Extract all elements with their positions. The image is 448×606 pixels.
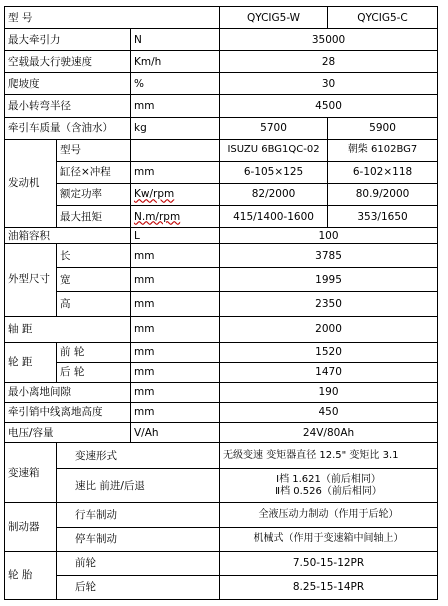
row-pin-height xyxy=(5,402,438,422)
row-label: 行车制动 xyxy=(57,503,220,527)
row-value: 100 xyxy=(220,228,438,244)
brake-group-label: 制动器 xyxy=(5,503,57,551)
row-value: 28 xyxy=(220,51,438,73)
row-label: 后轮 xyxy=(57,575,220,599)
row-label: 额定功率 xyxy=(57,183,131,205)
row-unit: mm xyxy=(131,268,220,292)
row-unit: kg xyxy=(131,117,220,139)
row-track-rear xyxy=(5,362,438,382)
row-value-w: 5700 xyxy=(220,117,328,139)
row-gearbox-ratio xyxy=(5,469,438,503)
row-label: 最大牵引力 xyxy=(5,29,131,51)
row-clearance xyxy=(5,382,438,402)
row-label: 最小离地间隙 xyxy=(5,382,131,402)
row-label: 电压/容量 xyxy=(5,423,131,443)
row-brake-parking xyxy=(5,527,438,551)
row-label: 空载最大行驶速度 xyxy=(5,51,131,73)
row-label: 变速形式 xyxy=(57,443,220,469)
row-unit: N xyxy=(131,29,220,51)
row-unit: mm xyxy=(131,316,220,342)
engine-group-label: 发动机 xyxy=(5,139,57,227)
row-width xyxy=(5,268,438,292)
model-c-header: QYCIG5-C xyxy=(328,7,438,29)
row-unit: mm xyxy=(131,382,220,402)
row-label: 牵引销中线离地高度 xyxy=(5,402,131,422)
row-label: 牵引车质量（含油水） xyxy=(5,117,131,139)
row-value: 1470 xyxy=(220,362,438,382)
tyre-group-label: 轮 胎 xyxy=(5,551,57,599)
row-unit: % xyxy=(131,73,220,95)
row-unit: mm xyxy=(131,161,220,183)
row-value: 1995 xyxy=(220,268,438,292)
row-label: 最小转弯半径 xyxy=(5,95,131,117)
row-value: 190 xyxy=(220,382,438,402)
dims-group-label: 外型尺寸 xyxy=(5,244,57,316)
row-value-c: 6-102×118 xyxy=(328,161,438,183)
row-tyre-rear xyxy=(5,575,438,599)
row-unit: mm xyxy=(131,362,220,382)
row-tyre-front xyxy=(5,551,438,575)
row-turning-radius xyxy=(5,95,438,117)
row-value-c: 5900 xyxy=(328,117,438,139)
row-label: 爬坡度 xyxy=(5,73,131,95)
row-value-w: ISUZU 6BG1QC-02 xyxy=(220,139,328,161)
row-mass xyxy=(5,117,438,139)
row-label: 最大扭矩 xyxy=(57,205,131,227)
row-unit: mm xyxy=(131,402,220,422)
gearbox-group-label: 变速箱 xyxy=(5,443,57,503)
row-unit: mm xyxy=(131,292,220,316)
row-max-traction xyxy=(5,29,438,51)
row-max-speed xyxy=(5,51,438,73)
row-label: 停车制动 xyxy=(57,527,220,551)
row-value-w: 82/2000 xyxy=(220,183,328,205)
row-value-w: 6-105×125 xyxy=(220,161,328,183)
row-value: 35000 xyxy=(220,29,438,51)
row-battery xyxy=(5,423,438,443)
row-label: 前轮 xyxy=(57,551,220,575)
row-engine-bore xyxy=(5,161,438,183)
row-unit: mm xyxy=(131,244,220,268)
row-unit: mm xyxy=(131,342,220,362)
row-label: 速比 前进/后退 xyxy=(57,469,220,503)
ratio-line-1: Ⅰ档 1.621（前后相同） xyxy=(276,473,381,485)
row-engine-model xyxy=(5,139,438,161)
row-value: 7.50-15-12PR xyxy=(220,551,438,575)
row-label: 后 轮 xyxy=(57,362,131,382)
row-value: 无级变速 变矩器直径 12.5" 变矩比 3.1 xyxy=(220,443,438,469)
row-value-c: 朝柴 6102BG7 xyxy=(328,139,438,161)
row-value: 8.25-15-14PR xyxy=(220,575,438,599)
row-unit: Km/h xyxy=(131,51,220,73)
row-value-c: 80.9/2000 xyxy=(328,183,438,205)
row-unit: V/Ah xyxy=(131,423,220,443)
row-value: 1520 xyxy=(220,342,438,362)
track-group-label: 轮 距 xyxy=(5,342,57,382)
model-header-label: 型 号 xyxy=(5,7,220,29)
header-row xyxy=(5,7,438,29)
row-unit: mm xyxy=(131,95,220,117)
row-label: 高 xyxy=(57,292,131,316)
row-value: 4500 xyxy=(220,95,438,117)
row-track-front xyxy=(5,342,438,362)
row-value: 2350 xyxy=(220,292,438,316)
row-value-w: 415/1400-1600 xyxy=(220,205,328,227)
row-value: 30 xyxy=(220,73,438,95)
row-engine-power xyxy=(5,183,438,205)
row-engine-torque xyxy=(5,205,438,227)
row-wheelbase xyxy=(5,316,438,342)
row-label: 型号 xyxy=(57,139,131,161)
row-value: 2000 xyxy=(220,316,438,342)
row-unit-empty xyxy=(131,139,220,161)
row-label: 宽 xyxy=(57,268,131,292)
row-length xyxy=(5,244,438,268)
row-height xyxy=(5,292,438,316)
row-value xyxy=(220,469,438,503)
ratio-line-2: Ⅱ档 0.526（前后相同） xyxy=(275,485,382,497)
row-label: 长 xyxy=(57,244,131,268)
spec-table xyxy=(4,6,438,600)
row-value: 450 xyxy=(220,402,438,422)
row-label: 缸径×冲程 xyxy=(57,161,131,183)
row-unit: L xyxy=(131,228,220,244)
row-brake-service xyxy=(5,503,438,527)
row-value: 3785 xyxy=(220,244,438,268)
row-grade xyxy=(5,73,438,95)
row-label: 油箱容积 xyxy=(5,228,131,244)
row-gearbox-type xyxy=(5,443,438,469)
row-label: 前 轮 xyxy=(57,342,131,362)
model-w-header: QYCIG5-W xyxy=(220,7,328,29)
row-label: 轴 距 xyxy=(5,316,131,342)
row-tank xyxy=(5,228,438,244)
row-value: 24V/80Ah xyxy=(220,423,438,443)
row-value-c: 353/1650 xyxy=(328,205,438,227)
row-unit: N.m/rpm xyxy=(131,205,220,227)
row-value: 全液压动力制动（作用于后轮） xyxy=(220,503,438,527)
row-unit: Kw/rpm xyxy=(131,183,220,205)
row-value: 机械式（作用于变速箱中间轴上） xyxy=(220,527,438,551)
